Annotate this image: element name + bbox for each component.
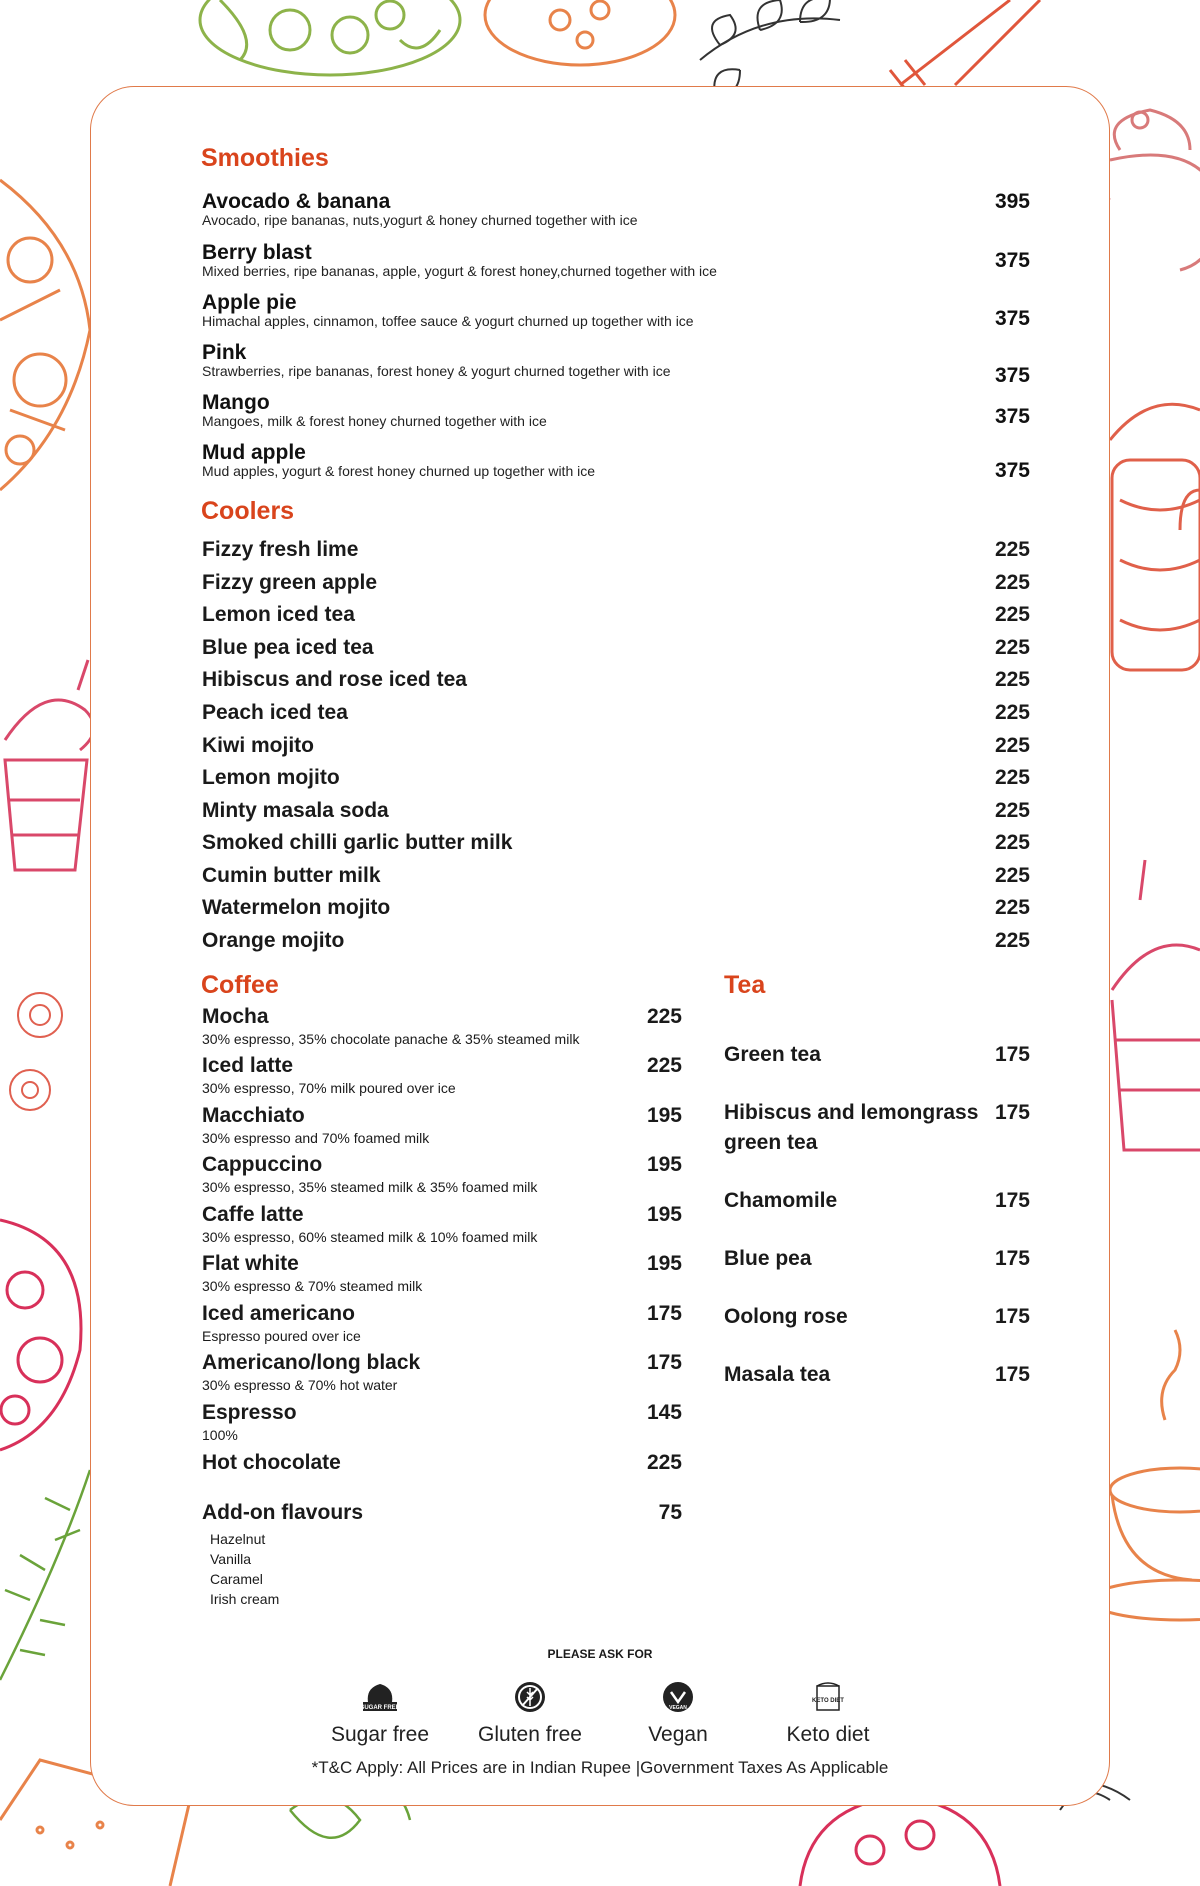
- item-price: 225: [994, 668, 1030, 691]
- item-price: 175: [994, 1247, 1030, 1270]
- menu-item: [202, 1252, 682, 1294]
- item-name: Hot chocolate: [202, 1451, 341, 1474]
- item-description: Himachal apples, cinnamon, toffee sauce & yogurt churned up together with ice: [202, 313, 694, 329]
- sugar-free-icon: [360, 1680, 400, 1714]
- addon-flavour: Vanilla: [210, 1551, 251, 1567]
- item-name: Americano/long black: [202, 1351, 421, 1374]
- item-price: 225: [646, 1005, 682, 1028]
- item-name: Fizzy green apple: [202, 571, 378, 594]
- item-price: 225: [994, 864, 1030, 887]
- item-price: 225: [994, 799, 1030, 822]
- item-name: Pink: [202, 341, 247, 364]
- item-description: 30% espresso, 35% steamed milk & 35% foamed milk: [202, 1179, 538, 1195]
- menu-item: [724, 1244, 1032, 1274]
- menu-item: [202, 603, 1032, 635]
- menu-item: [202, 831, 1032, 863]
- item-price: 225: [994, 734, 1030, 757]
- item-price: 225: [994, 571, 1030, 594]
- pasta-bowl-sketch: [485, 0, 675, 65]
- item-description: Mud apples, yogurt & forest honey churned up together with ice: [202, 463, 596, 479]
- item-name: Orange mojito: [202, 929, 345, 952]
- item-description: Mangoes, milk & forest honey churned together with ice: [202, 413, 547, 429]
- menu-item: [202, 441, 1032, 482]
- menu-item: [202, 538, 1032, 570]
- item-price: 375: [994, 307, 1030, 330]
- menu-item: [202, 1302, 682, 1344]
- item-description: Strawberries, ripe bananas, forest honey & yogurt churned together with ice: [202, 363, 671, 379]
- menu-item: [202, 636, 1032, 668]
- menu-item: [202, 1351, 682, 1393]
- badge-keto-diet: [748, 1680, 908, 1747]
- item-price: 75: [658, 1501, 682, 1524]
- item-description: Avocado, ripe bananas, nuts,yogurt & honey churned together with ice: [202, 212, 638, 228]
- item-description: Mixed berries, ripe bananas, apple, yogurt & forest honey,churned together with ice: [202, 263, 717, 279]
- addon-flavour: Caramel: [210, 1571, 263, 1587]
- menu-item: [202, 1203, 682, 1245]
- menu-item: [202, 1401, 682, 1443]
- badge-label: Sugar free: [330, 1723, 430, 1746]
- item-name: Smoked chilli garlic butter milk: [202, 831, 513, 854]
- item-name: Hibiscus and lemongrass green tea: [724, 1101, 979, 1154]
- menu-item: [202, 864, 1032, 896]
- item-price: 175: [994, 1305, 1030, 1328]
- item-name: Iced americano: [202, 1302, 355, 1325]
- item-description: 30% espresso, 60% steamed milk & 10% foamed milk: [202, 1229, 538, 1245]
- item-name: Mango: [202, 391, 270, 414]
- section-title-coolers: Coolers: [201, 497, 295, 525]
- addon-flavour: Hazelnut: [210, 1531, 266, 1547]
- please-ask-heading: PLEASE ASK FOR: [547, 1647, 653, 1661]
- menu-item: [202, 766, 1032, 798]
- svg-text:KETO DIET: KETO DIET: [812, 1698, 844, 1704]
- item-price: 375: [994, 405, 1030, 428]
- item-price: 225: [994, 603, 1030, 626]
- item-description: 30% espresso, 35% chocolate panache & 35% steamed milk: [202, 1031, 580, 1047]
- item-name: Lemon iced tea: [202, 603, 355, 626]
- item-description: 30% espresso & 70% hot water: [202, 1377, 398, 1393]
- menu-item: [202, 1153, 682, 1195]
- item-name: Blue pea: [724, 1247, 812, 1270]
- item-name: Chamomile: [724, 1189, 838, 1212]
- item-price: 375: [994, 459, 1030, 482]
- item-price: 195: [646, 1104, 682, 1127]
- menu-item: [724, 1186, 1032, 1216]
- donut-sketch: [10, 993, 62, 1110]
- menu-item: [202, 929, 1032, 961]
- item-name: Mocha: [202, 1005, 269, 1028]
- item-name: Add-on flavours: [202, 1501, 363, 1524]
- item-description: Espresso poured over ice: [202, 1328, 361, 1344]
- menu-item: [202, 291, 1032, 329]
- item-name: Kiwi mojito: [202, 734, 314, 757]
- svg-text:SUGAR FREE: SUGAR FREE: [360, 1705, 400, 1711]
- leaves-sketch: [700, 0, 840, 95]
- item-price: 225: [994, 701, 1030, 724]
- menu-item: [202, 701, 1032, 733]
- menu-item: [724, 1360, 1032, 1390]
- pizza-sketch: [0, 180, 90, 490]
- item-name: Hibiscus and rose iced tea: [202, 668, 467, 691]
- item-description: 30% espresso & 70% steamed milk: [202, 1278, 423, 1294]
- item-name: Masala tea: [724, 1363, 831, 1386]
- addon-flavour-list: [210, 1529, 682, 1609]
- keto-diet-icon: [808, 1680, 848, 1714]
- item-price: 225: [994, 538, 1030, 561]
- vegan-icon: [658, 1680, 698, 1714]
- item-name: Lemon mojito: [202, 766, 340, 789]
- menu-item: [202, 1054, 682, 1096]
- addon-flavour: Irish cream: [210, 1591, 280, 1607]
- fruit-bowl-sketch: [0, 1220, 81, 1450]
- item-price: 195: [646, 1252, 682, 1275]
- item-price: 375: [994, 249, 1030, 272]
- menu-item: [202, 1104, 682, 1146]
- item-price: 225: [994, 766, 1030, 789]
- badge-vegan: [598, 1680, 758, 1747]
- addon-item: [202, 1501, 682, 1609]
- badge-label: Keto diet: [786, 1723, 870, 1746]
- salad-bowl-sketch: [200, 0, 460, 75]
- item-name: Apple pie: [202, 291, 297, 314]
- item-price: 225: [994, 831, 1030, 854]
- badge-label: Vegan: [648, 1723, 708, 1746]
- item-name: Iced latte: [202, 1054, 294, 1077]
- item-name: Caffe latte: [202, 1203, 304, 1226]
- menu-item: [202, 190, 1032, 228]
- glass-mug-sketch: [1110, 404, 1200, 670]
- item-price: 175: [994, 1363, 1030, 1386]
- item-price: 145: [646, 1401, 682, 1424]
- menu-item: [202, 1005, 682, 1047]
- footer-note: *T&C Apply: All Prices are in Indian Rupee |Government Taxes As Applicable: [311, 1758, 889, 1777]
- item-name: Blue pea iced tea: [202, 636, 374, 659]
- menu-item: [202, 341, 1032, 387]
- item-name: Cappuccino: [202, 1153, 323, 1176]
- bottom-bowl-sketch: [800, 1796, 1000, 1886]
- item-price: 195: [646, 1203, 682, 1226]
- menu-item: [202, 734, 1032, 766]
- pink-milkshake-sketch: [1112, 860, 1200, 1150]
- item-name: Espresso: [202, 1401, 297, 1424]
- item-name: Oolong rose: [724, 1305, 848, 1328]
- item-name: Minty masala soda: [202, 799, 389, 822]
- menu-item: [202, 896, 1032, 928]
- item-description: 30% espresso, 70% milk poured over ice: [202, 1080, 456, 1096]
- menu-item: [202, 571, 1032, 603]
- badge-sugar-free: [300, 1680, 460, 1747]
- item-price: 225: [994, 896, 1030, 919]
- menu-item: [724, 1302, 1032, 1332]
- menu-item: [724, 1040, 1032, 1070]
- section-title-tea: Tea: [724, 971, 766, 999]
- menu-item: [202, 1451, 682, 1475]
- item-price: 375: [994, 364, 1030, 387]
- gluten-free-icon: [510, 1680, 550, 1714]
- item-name: Fizzy fresh lime: [202, 538, 359, 561]
- item-price: 225: [646, 1054, 682, 1077]
- menu-item: [724, 1098, 1032, 1158]
- item-name: Mud apple: [202, 441, 306, 464]
- item-price: 175: [994, 1189, 1030, 1212]
- item-price: 195: [646, 1153, 682, 1176]
- item-name: Avocado & banana: [202, 190, 391, 213]
- item-description: 100%: [202, 1427, 238, 1443]
- menu-item: [202, 241, 1032, 279]
- milkshake-sketch: [5, 660, 94, 870]
- menu-item: [202, 391, 1032, 429]
- item-price: 175: [994, 1101, 1030, 1124]
- menu-item: [202, 799, 1032, 831]
- item-price: 395: [994, 190, 1030, 213]
- item-price: 175: [646, 1351, 682, 1374]
- item-description: 30% espresso and 70% foamed milk: [202, 1130, 430, 1146]
- item-price: 225: [994, 636, 1030, 659]
- item-name: Macchiato: [202, 1104, 305, 1127]
- item-price: 225: [994, 929, 1030, 952]
- menu-item: [202, 668, 1032, 700]
- item-price: 175: [994, 1043, 1030, 1066]
- item-name: Green tea: [724, 1043, 821, 1066]
- item-name: Watermelon mojito: [202, 896, 391, 919]
- svg-text:VEGAN: VEGAN: [669, 1705, 687, 1711]
- badge-label: Gluten free: [478, 1723, 582, 1746]
- item-name: Flat white: [202, 1252, 299, 1275]
- item-name: Peach iced tea: [202, 701, 348, 724]
- section-title-smoothies: Smoothies: [201, 144, 329, 172]
- section-title-coffee: Coffee: [201, 971, 279, 999]
- badge-gluten-free: [450, 1680, 610, 1747]
- cutlery-sketch: [890, 0, 1040, 95]
- item-name: Berry blast: [202, 241, 312, 264]
- item-price: 225: [646, 1451, 682, 1474]
- item-name: Cumin butter milk: [202, 864, 381, 887]
- item-price: 175: [646, 1302, 682, 1325]
